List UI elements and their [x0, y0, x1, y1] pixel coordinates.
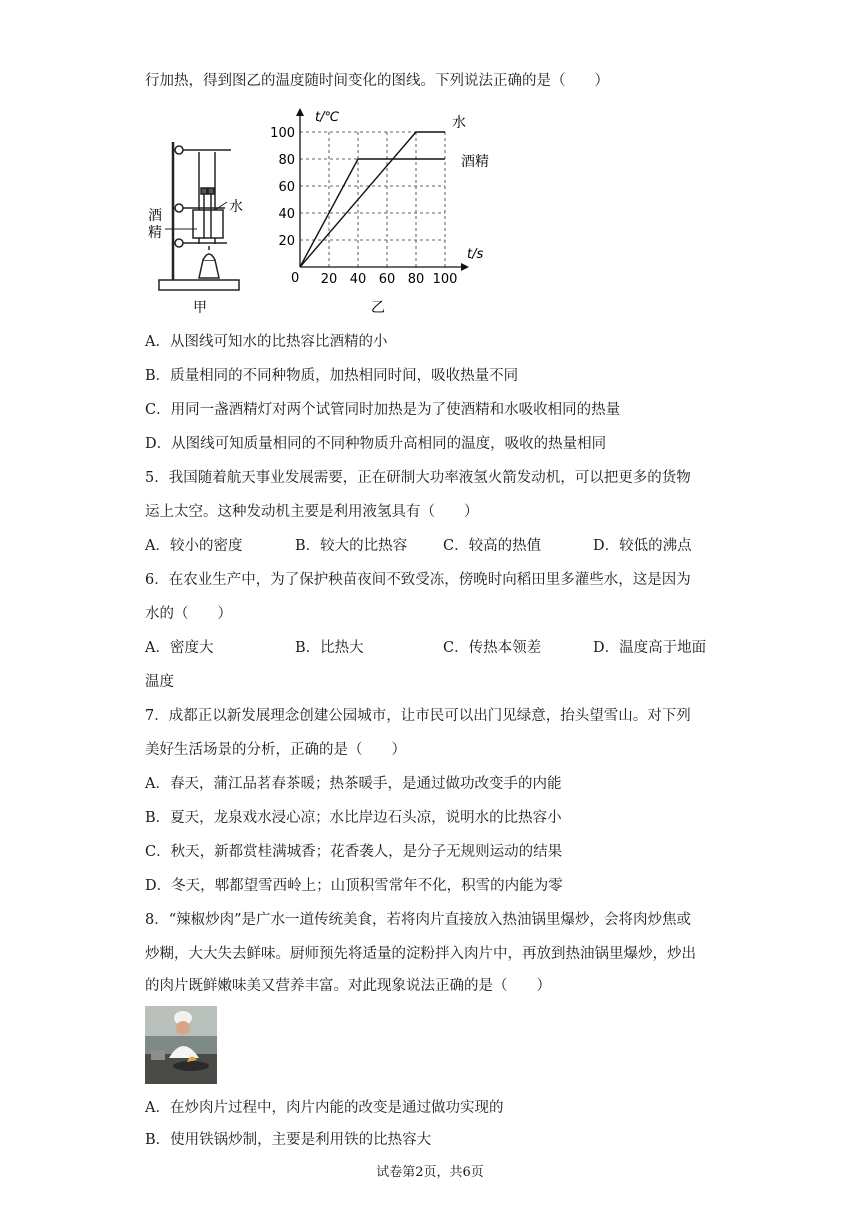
water-curve-label: 水	[452, 115, 466, 131]
x-tick-label: 80	[407, 272, 425, 287]
y-axis-arrow	[296, 108, 304, 116]
chef-cooking-photo	[145, 1006, 217, 1084]
q4-option-c: C．用同一盏酒精灯对两个试管同时加热是为了使酒精和水吸收相同的热量	[145, 402, 621, 418]
q7-stem-line2: 美好生活场景的分析，正确的是（ ）	[145, 742, 406, 758]
q8-option-b: B．使用铁锅炒制，主要是利用铁的比热容大	[145, 1132, 432, 1148]
q7-stem-line1: 7．成都正以新发展理念创建公园城市，让市民可以出门见绿意，抬头望雪山。对下列	[145, 708, 691, 724]
page-footer: 试卷第2页，共6页	[376, 1165, 484, 1180]
q7-option-b: B．夏天，龙泉戏水浸心凉；水比岸边石头凉，说明水的比热容小	[145, 810, 562, 826]
q8-option-a: A．在炒肉片过程中，肉片内能的改变是通过做功实现的	[145, 1100, 504, 1116]
x-axis-label: t/s	[467, 247, 484, 262]
q5-option-c: C．较高的热值	[443, 538, 542, 554]
q5-option-d: D．较低的沸点	[593, 538, 692, 554]
label-alcohol-char1: 酒	[148, 208, 162, 224]
apparatus-label: 甲	[193, 300, 207, 316]
y-axis-label: t/℃	[315, 110, 340, 125]
q8-stem-line1: 8．“辣椒炒肉”是广水一道传统美食，若将肉片直接放入热油锅里爆炒，会将肉炒焦或	[145, 912, 692, 928]
x-tick-label: 40	[349, 272, 367, 287]
question-4-stem-end: 行加热，得到图乙的温度随时间变化的图线。下列说法正确的是（ ）	[145, 73, 609, 89]
alcohol-curve-label: 酒精	[461, 154, 489, 170]
temperature-time-graph	[270, 108, 469, 287]
q6-option-d-wrap: 温度	[145, 674, 174, 690]
y-tick-label: 80	[278, 153, 295, 168]
q5-stem-line2: 运上太空。这种发动机主要是利用液氢具有（ ）	[145, 504, 479, 520]
q7-option-c: C．秋天，新都赏桂满城香；花香袭人，是分子无规则运动的结果	[145, 844, 563, 860]
water-temperature-line	[300, 132, 445, 267]
q6-option-d: D．温度高于地面	[593, 640, 707, 656]
x-tick-label: 60	[378, 272, 396, 287]
y-tick-label: 20	[278, 234, 295, 249]
y-tick-label: 100	[270, 126, 295, 141]
q6-option-b: B．比热大	[295, 640, 364, 656]
q6-option-a: A．密度大	[145, 640, 214, 656]
question-4-figure	[145, 100, 489, 320]
q6-stem-line2: 水的（ ）	[145, 606, 232, 622]
x-axis-arrow	[461, 263, 469, 271]
heating-apparatus	[159, 142, 239, 290]
q4-option-b: B．质量相同的不同种物质，加热相同时间，吸收热量不同	[145, 368, 519, 384]
label-water: 水	[229, 199, 243, 215]
q7-option-a: A．春天，蒲江品茗春茶暖；热茶暖手，是通过做功改变手的内能	[145, 776, 562, 792]
x-tick-label: 20	[320, 272, 338, 287]
q5-option-b: B．较大的比热容	[295, 538, 408, 554]
graph-label: 乙	[371, 300, 385, 316]
q7-option-d: D．冬天，郫都望雪西岭上；山顶积雪常年不化，积雪的内能为零	[145, 878, 563, 894]
y-tick-label: 40	[278, 207, 295, 222]
q5-option-a: A．较小的密度	[145, 538, 243, 554]
y-tick-label: 60	[278, 180, 295, 195]
q8-stem-line3: 的肉片既鲜嫩味美又营养丰富。对此现象说法正确的是（ ）	[145, 978, 551, 994]
label-alcohol-char2: 精	[148, 225, 162, 241]
x-tick-label: 100	[432, 272, 458, 287]
q6-stem-line1: 6．在农业生产中，为了保护秧苗夜间不致受冻，傍晚时向稻田里多灌些水，这是因为	[145, 572, 691, 588]
q6-option-c: C．传热本领差	[443, 640, 542, 656]
q4-option-d: D．从图线可知质量相同的不同种物质升高相同的温度，吸收的热量相同	[145, 436, 607, 452]
q8-stem-line2: 炒糊，大大失去鲜味。厨师预先将适量的淀粉拌入肉片中，再放到热油锅里爆炒，炒出	[145, 946, 696, 962]
origin-label: 0	[291, 271, 300, 286]
q4-option-a: A．从图线可知水的比热容比酒精的小	[145, 334, 388, 350]
q5-stem-line1: 5．我国随着航天事业发展需要，正在研制大功率液氢火箭发动机，可以把更多的货物	[145, 470, 691, 486]
